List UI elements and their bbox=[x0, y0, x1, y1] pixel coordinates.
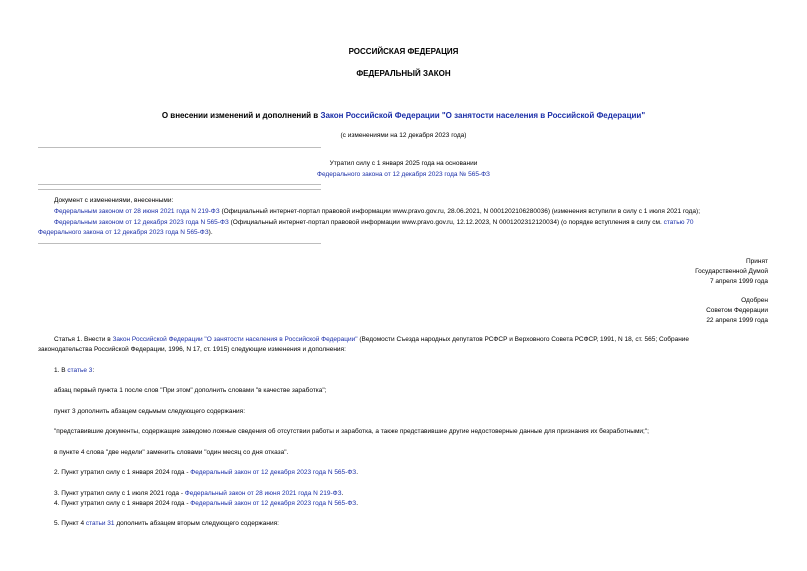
point-3-end: . bbox=[341, 490, 344, 497]
point-4-law-link[interactable]: Федеральный закон от 12 декабря 2023 года N 565-ФЗ bbox=[190, 500, 357, 507]
approved-label: Одобрен bbox=[741, 297, 768, 304]
point-1 bbox=[54, 367, 94, 374]
point-2-end: . bbox=[356, 469, 359, 476]
article-1-line-1 bbox=[54, 336, 689, 343]
change-item-1-link[interactable]: Федеральным законом от 28 июня 2021 года N 219-ФЗ bbox=[54, 208, 220, 215]
divider bbox=[38, 184, 321, 185]
country-heading: РОССИЙСКАЯ ФЕДЕРАЦИЯ bbox=[348, 47, 459, 56]
council-date: 22 апреля 1999 года bbox=[706, 317, 768, 324]
change-item-2-cont bbox=[38, 229, 213, 236]
changes-intro: Документ с изменениями, внесенными: bbox=[54, 197, 174, 204]
change-item-2-end: ). bbox=[208, 229, 213, 236]
point-1-paragraph-a: абзац первый пункта 1 после слов "При этом" дополнить словами "в качестве заработка"; bbox=[54, 387, 327, 394]
accepted-label: Принят bbox=[745, 258, 768, 265]
article-1-law-link[interactable]: Закон Российской Федерации "О занятости населения в Российской Федерации" bbox=[112, 336, 358, 343]
point-1-prefix: 1. В bbox=[54, 367, 68, 374]
point-3-law-link[interactable]: Федеральный закон от 28 июня 2021 года N 219-ФЗ bbox=[184, 490, 342, 497]
change-item-2-law-link[interactable]: Федерального закона от 12 декабря 2023 года N 565-ФЗ bbox=[38, 229, 209, 236]
point-3 bbox=[54, 490, 343, 497]
change-item-2 bbox=[54, 219, 694, 226]
article-1-prefix: Статья 1. Внести в bbox=[54, 336, 113, 343]
divider bbox=[38, 243, 321, 244]
title-law-link[interactable]: Закон Российской Федерации "О занятости населения в Российской Федерации" bbox=[320, 111, 646, 120]
edition-note: (с изменениями на 12 декабря 2023 года) bbox=[340, 132, 467, 139]
point-3-text: 3. Пункт утратил силу с 1 июля 2021 года - bbox=[54, 490, 185, 497]
law-type-heading: ФЕДЕРАЛЬНЫЙ ЗАКОН bbox=[356, 69, 451, 78]
divider bbox=[38, 189, 321, 190]
change-item-2-text: (Официальный интернет-портал правовой информации www.pravo.gov.ru, 12.12.2023, N 0001202312120034) (о порядке вступления в силу см. bbox=[228, 219, 664, 226]
point-1-paragraph-c: "представившие документы, содержащие заведомо ложные сведения об отсутствии работы и заработка, а также представившие другие недостоверные данные для признания их безработными;"; bbox=[54, 428, 649, 435]
point-1-article-link[interactable]: статье 3 bbox=[67, 367, 93, 374]
point-4 bbox=[54, 500, 358, 507]
point-5-prefix: 5. Пункт 4 bbox=[54, 520, 86, 527]
article-1-line-2: законодательства Российской Федерации, 1996, N 17, ст. 1915) следующие изменения и дополнения: bbox=[38, 346, 346, 353]
change-item-2-link[interactable]: Федеральным законом от 12 декабря 2023 года N 565-ФЗ bbox=[54, 219, 229, 226]
document-title bbox=[0, 111, 807, 120]
point-5-article-link[interactable]: статьи 31 bbox=[85, 520, 115, 527]
duma-label: Государственной Думой bbox=[695, 268, 768, 275]
point-2 bbox=[54, 469, 358, 476]
divider bbox=[38, 147, 321, 148]
article-1-rest: (Ведомости Съезда народных депутатов РСФСР и Верховного Совета РСФСР, 1991, N 18, ст. 565; Собрание bbox=[357, 336, 690, 343]
repeal-status: Утратил силу с 1 января 2025 года на основании bbox=[329, 160, 478, 167]
point-2-law-link[interactable]: Федеральный закон от 12 декабря 2023 года N 565-ФЗ bbox=[190, 469, 357, 476]
change-item-2-article-link[interactable]: статью 70 bbox=[663, 219, 694, 226]
point-4-end: . bbox=[356, 500, 359, 507]
point-2-text: 2. Пункт утратил силу с 1 января 2024 года - bbox=[54, 469, 191, 476]
council-label: Советом Федерации bbox=[706, 307, 768, 314]
point-1-paragraph-b: пункт 3 дополнить абзацем седьмым следующего содержания: bbox=[54, 408, 246, 415]
change-item-1-text: (Официальный интернет-портал правовой информации www.pravo.gov.ru, 28.06.2021, N 0001202106280036) (изменения вступили в силу с 1 июля 2021 года); bbox=[219, 208, 701, 215]
point-5 bbox=[54, 520, 279, 527]
repeal-law-link[interactable]: Федерального закона от 12 декабря 2023 года № 565-ФЗ bbox=[317, 171, 490, 178]
point-4-text: 4. Пункт утратил силу с 1 января 2024 года - bbox=[54, 500, 191, 507]
change-item-1 bbox=[54, 208, 700, 215]
point-1-paragraph-d: в пункте 4 слова "две недели" заменить словами "один месяц со дня отказа". bbox=[54, 449, 289, 456]
point-5-suffix: дополнить абзацем вторым следующего содержания: bbox=[114, 520, 279, 527]
title-prefix: О внесении изменений и дополнений в bbox=[161, 111, 321, 120]
duma-date: 7 апреля 1999 года bbox=[709, 278, 768, 285]
point-1-suffix: : bbox=[92, 367, 95, 374]
